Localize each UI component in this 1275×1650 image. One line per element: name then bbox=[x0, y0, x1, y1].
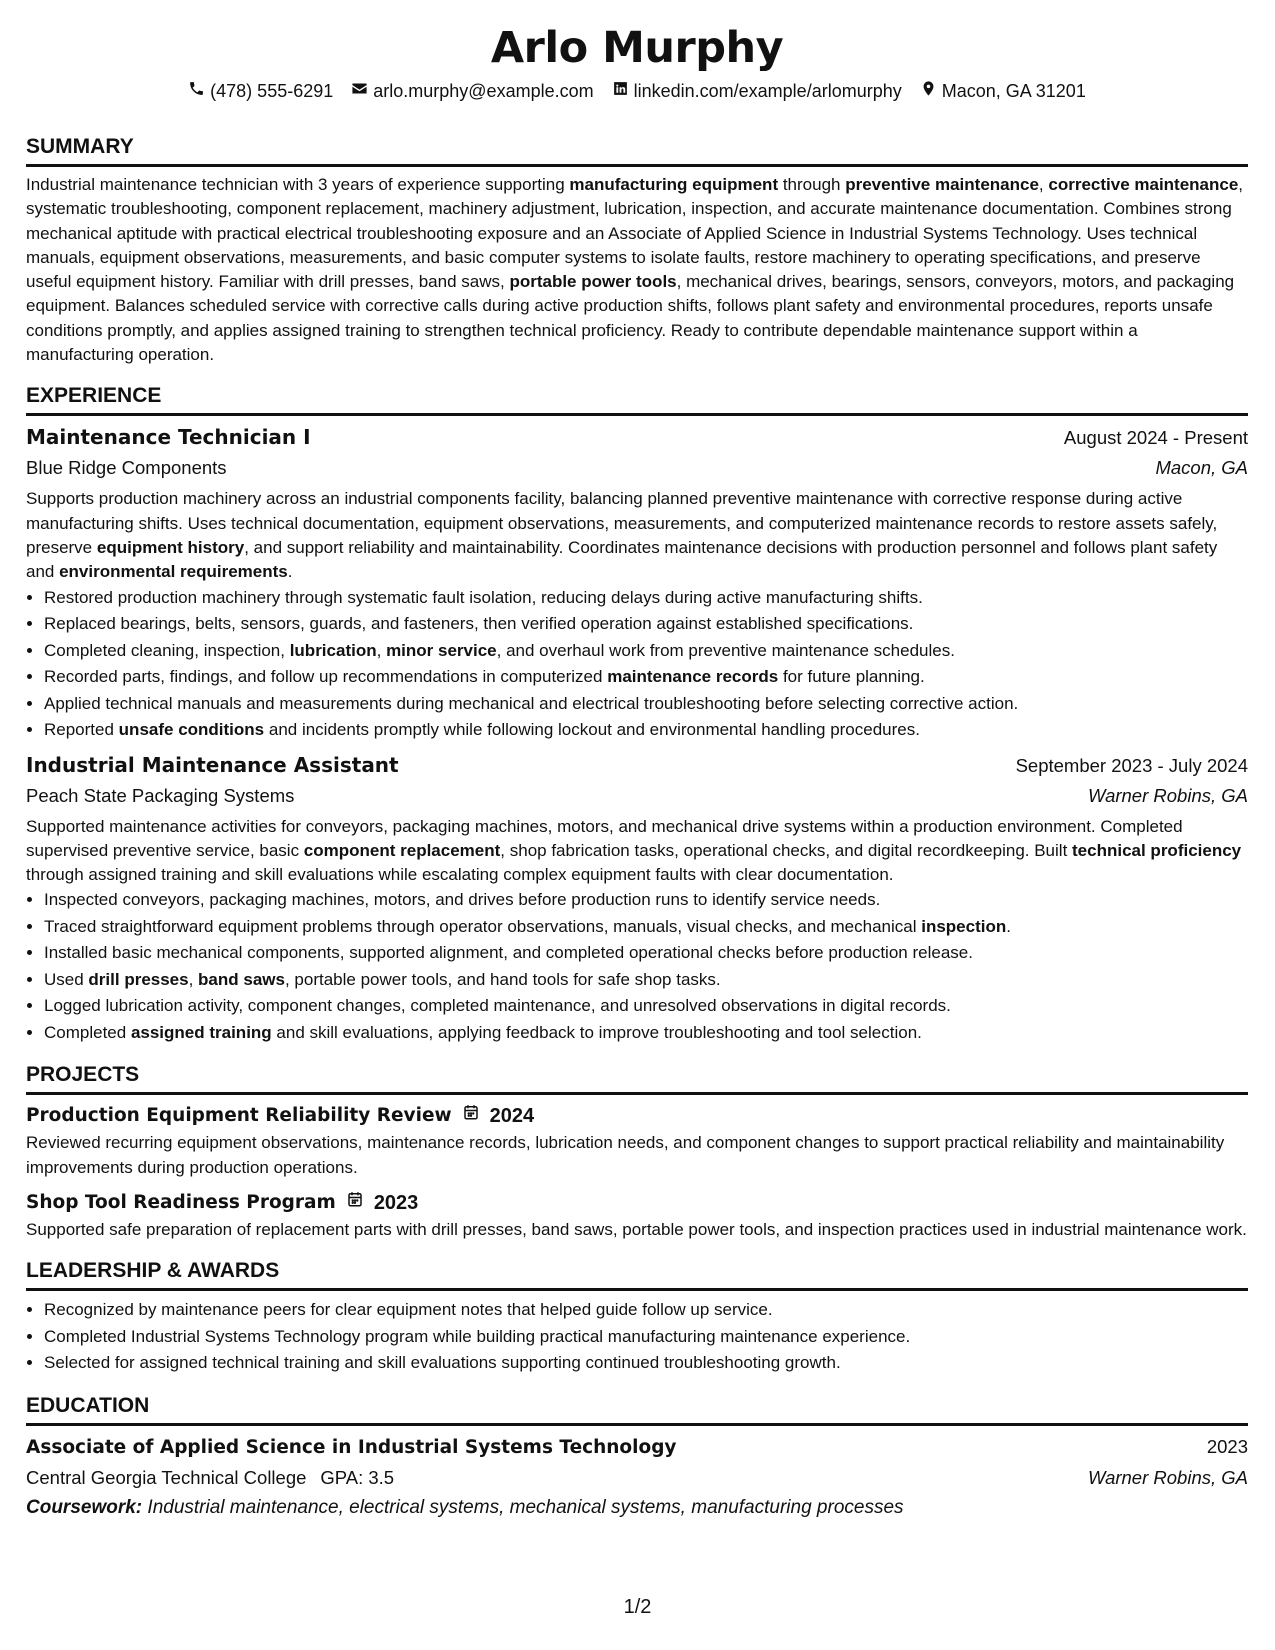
project-title: Production Equipment Reliability Review bbox=[26, 1105, 452, 1127]
page-indicator: 1/2 bbox=[623, 1596, 652, 1618]
project-year: 2023 bbox=[373, 1192, 419, 1215]
job-description: Supported maintenance activities for conveyors, packaging machines, motors, and mechanical drive systems within a production environment. Completed supervised preventive service, basic component replacement, shop fabrication tasks, operational checks, and digital recordkeeping. Built technical proficiency through assigned training and skill evaluations while escalating complex equipment faults with clear documentation. bbox=[26, 816, 1242, 885]
graduation-year: 2023 bbox=[1206, 1435, 1248, 1457]
section-title-education: EDUCATION bbox=[26, 1393, 1248, 1426]
experience-entry bbox=[26, 422, 1248, 743]
section-title-experience: EXPERIENCE bbox=[26, 383, 1248, 416]
emphasis-text: portable power tools bbox=[509, 272, 677, 292]
section-title-summary: SUMMARY bbox=[26, 134, 1248, 167]
emphasis-text: inspection bbox=[921, 916, 1007, 936]
emphasis-text: minor service bbox=[386, 640, 497, 660]
list-item: • Traced straightforward equipment problems through operator observations, manuals, visual checks, and mechanical inspection. bbox=[44, 914, 1248, 941]
list-item: • Reported unsafe conditions and incidents promptly while following lockout and environmental handling procedures. bbox=[44, 717, 1248, 744]
job-dates: September 2023 - July 2024 bbox=[1015, 754, 1248, 776]
emphasis-text: manufacturing equipment bbox=[569, 175, 779, 194]
calendar-icon bbox=[462, 1101, 480, 1131]
project-entry bbox=[26, 1101, 1248, 1180]
experience-entry bbox=[26, 750, 1248, 1047]
list-item: • Replaced bearings, belts, sensors, guards, and fasteners, then verified operation against established specifications. bbox=[44, 611, 1248, 638]
list-item: • Recognized by maintenance peers for clear equipment notes that helped guide follow up service. bbox=[44, 1297, 1248, 1324]
contact-linkedin[interactable] bbox=[612, 80, 902, 102]
list-item: • Logged lubrication activity, component changes, completed maintenance, and unresolved observations in digital records. bbox=[44, 993, 1248, 1020]
education-entry bbox=[26, 1432, 1248, 1523]
emphasis-text: lubrication bbox=[289, 640, 377, 660]
email-link[interactable]: arlo.murphy@example.com bbox=[373, 80, 594, 101]
company-name: Peach State Packaging Systems bbox=[26, 784, 295, 806]
school-location: Warner Robins, GA bbox=[1087, 1466, 1248, 1488]
section-title-projects: PROJECTS bbox=[26, 1062, 1248, 1095]
emphasis-text: equipment history bbox=[96, 537, 245, 557]
list-item: • Used drill presses, band saws, portable power tools, and hand tools for safe shop tasks. bbox=[44, 967, 1248, 994]
project-description: Reviewed recurring equipment observations, maintenance records, lubrication needs, and component changes to support practical reliability and maintainability improvements during production operations. bbox=[26, 1133, 1225, 1177]
emphasis-text: corrective maintenance bbox=[1048, 175, 1239, 194]
coursework bbox=[26, 1493, 1248, 1523]
map-pin-icon bbox=[920, 80, 937, 102]
location-text: Macon, GA 31201 bbox=[941, 80, 1086, 101]
list-item: • Applied technical manuals and measurements during mechanical and electrical troubleshooting before selecting corrective action. bbox=[44, 691, 1248, 718]
contact-bar bbox=[26, 78, 1248, 104]
coursework-label: Coursework: bbox=[26, 1496, 143, 1518]
phone-icon bbox=[188, 80, 205, 102]
gpa: GPA: 3.5 bbox=[320, 1466, 395, 1488]
emphasis-text: unsafe conditions bbox=[118, 720, 265, 740]
emphasis-text: technical proficiency bbox=[1072, 840, 1242, 860]
job-dates: August 2024 - Present bbox=[1063, 427, 1248, 449]
linkedin-link[interactable]: linkedin.com/example/arlomurphy bbox=[633, 80, 902, 101]
job-title: Industrial Maintenance Assistant bbox=[26, 752, 399, 777]
school-name: Central Georgia Technical College bbox=[26, 1466, 307, 1488]
list-item: • Completed assigned training and skill evaluations, applying feedback to improve troubleshooting and tool selection. bbox=[44, 1020, 1248, 1047]
emphasis-text: environmental requirements bbox=[59, 562, 288, 582]
coursework-text: Industrial maintenance, electrical systems, mechanical systems, manufacturing processes bbox=[147, 1496, 904, 1518]
contact-email[interactable] bbox=[351, 80, 593, 102]
emphasis-text: band saws bbox=[198, 969, 285, 989]
project-title: Shop Tool Readiness Program bbox=[26, 1192, 336, 1214]
calendar-icon bbox=[346, 1188, 364, 1218]
project-description: Supported safe preparation of replacement parts with drill presses, band saws, portable power tools, and inspection practices used in industrial maintenance work. bbox=[26, 1220, 1247, 1240]
list-item: • Completed Industrial Systems Technology program while building practical manufacturing maintenance experience. bbox=[44, 1324, 1248, 1351]
emphasis-text: maintenance records bbox=[607, 667, 779, 687]
candidate-name: Arlo Murphy bbox=[490, 23, 784, 73]
project-entry bbox=[26, 1188, 1248, 1242]
emphasis-text: preventive maintenance bbox=[845, 175, 1039, 194]
job-location: Macon, GA bbox=[1155, 457, 1248, 479]
leadership-list bbox=[26, 1297, 1248, 1377]
job-bullets bbox=[26, 585, 1248, 744]
emphasis-text: drill presses bbox=[88, 969, 189, 989]
contact-phone bbox=[188, 80, 333, 102]
section-title-leadership: LEADERSHIP & AWARDS bbox=[26, 1258, 1248, 1291]
job-bullets bbox=[26, 887, 1248, 1046]
project-year: 2024 bbox=[489, 1105, 535, 1128]
emphasis-text: assigned training bbox=[130, 1022, 272, 1042]
list-item: • Recorded parts, findings, and follow up recommendations in computerized maintenance records for future planning. bbox=[44, 664, 1248, 691]
envelope-icon bbox=[351, 80, 368, 102]
list-item: • Restored production machinery through systematic fault isolation, reducing delays during active manufacturing shifts. bbox=[44, 585, 1248, 612]
list-item: • Installed basic mechanical components, supported alignment, and completed operational checks before production release. bbox=[44, 940, 1248, 967]
list-item: • Selected for assigned technical training and skill evaluations supporting continued troubleshooting growth. bbox=[44, 1350, 1248, 1377]
job-description: Supports production machinery across an industrial components facility, balancing planned preventive maintenance with corrective response during active manufacturing shifts. Uses technical documentation, equipment observations, measurements, and computerized maintenance records to restore assets safely, preserve equipment history, and support reliability and maintainability. Coordinates maintenance decisions with production personnel and follows plant safety and environmental requirements. bbox=[26, 489, 1218, 582]
job-title: Maintenance Technician I bbox=[26, 425, 311, 450]
emphasis-text: component replacement bbox=[303, 840, 501, 860]
list-item: • Inspected conveyors, packaging machines, motors, and drives before production runs to identify service needs. bbox=[44, 887, 1248, 914]
degree-title: Associate of Applied Science in Industrial Systems Technology bbox=[26, 1436, 677, 1458]
list-item: • Completed cleaning, inspection, lubrication, minor service, and overhaul work from preventive maintenance schedules. bbox=[44, 638, 1248, 665]
phone-text: (478) 555-6291 bbox=[210, 80, 334, 101]
resume-page bbox=[26, 0, 1248, 1523]
linkedin-icon bbox=[612, 80, 629, 102]
summary-text: Industrial maintenance technician with 3 years of experience supporting manufacturing equipment through preventive maintenance, corrective maintenance, systematic troubleshooting, component replacement, machinery adjustment, lubrication, inspection, and accurate maintenance documentation. Combines strong mechanical aptitude with practical electrical troubleshooting exposure and an Associate of Applied Science in Industrial Systems Technology. Uses technical manuals, equipment observations, measurements, and basic computer systems to isolate faults, restore machinery to operating specifications, and preserve useful equipment history. Familiar with drill presses, band saws, portable power tools, mechanical drives, bearings, sensors, conveyors, motors, and packaging equipment. Balances scheduled service with corrective calls during active production shifts, follows plant safety and environmental procedures, reports unsafe conditions promptly, and applies assigned training to strengthen technical proficiency. Ready to contribute dependable maintenance support within a manufacturing operation. bbox=[26, 175, 1244, 365]
company-name: Blue Ridge Components bbox=[26, 457, 227, 479]
contact-location bbox=[920, 80, 1086, 102]
job-location: Warner Robins, GA bbox=[1087, 784, 1248, 806]
